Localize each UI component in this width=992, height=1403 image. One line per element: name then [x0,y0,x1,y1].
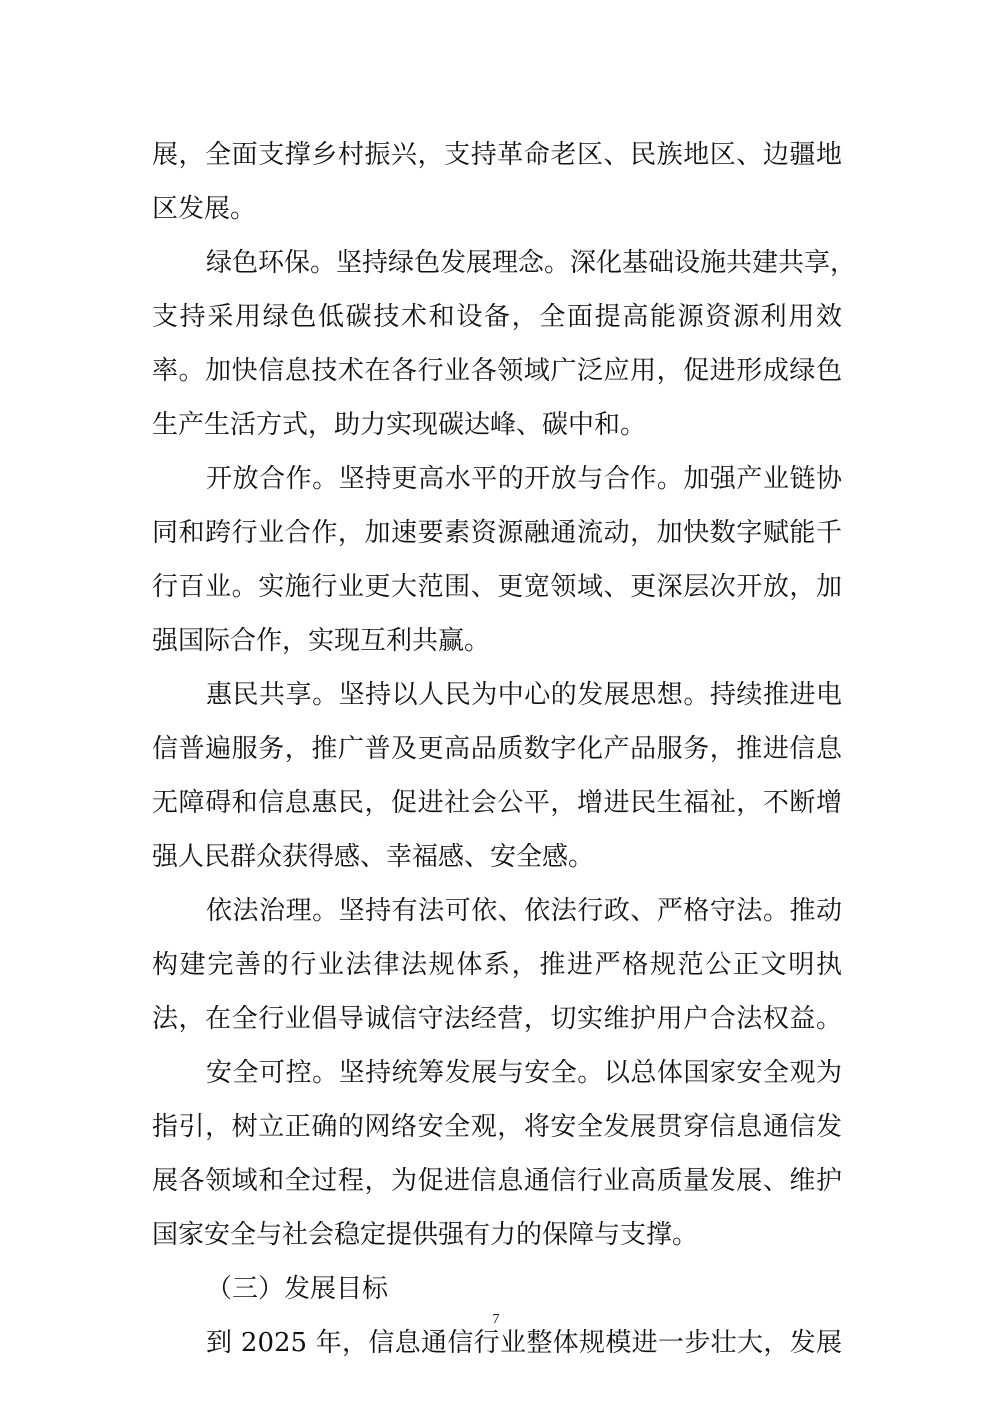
text-line: 展各领域和全过程，为促进信息通信行业高质量发展、维护 [152,1166,842,1196]
paragraph-goals: 到 2025 年，信息通信行业整体规模进一步壮大，发展 [206,1328,842,1358]
text-line: 法，在全行业倡导诚信守法经营，切实维护用户合法权益。 [152,1004,842,1034]
text-line: 同和跨行业合作，加速要素资源融通流动，加快数字赋能千 [152,518,842,548]
paragraph-security: 安全可控。坚持统筹发展与安全。以总体国家安全观为 [206,1058,842,1088]
page-number: 7 [492,1312,500,1327]
text-line: 无障碍和信息惠民，促进社会公平，增进民生福祉，不断增 [152,788,842,818]
text-line: 构建完善的行业法律法规体系，推进严格规范公正文明执 [152,950,842,980]
text-line: 强人民群众获得感、幸福感、安全感。 [152,842,595,872]
text-line: 生产生活方式，助力实现碳达峰、碳中和。 [152,410,647,440]
text-line: 行百业。实施行业更大范围、更宽领域、更深层次开放，加 [152,572,842,602]
document-body [152,128,857,1370]
paragraph-benefit-sharing: 惠民共享。坚持以人民为中心的发展思想。持续推进电 [206,680,842,710]
text-line: 支持采用绿色低碳技术和设备，全面提高能源资源利用效 [152,302,842,332]
text-line: 率。加快信息技术在各行业各领域广泛应用，促进形成绿色 [152,356,842,386]
text-line: 展，全面支撑乡村振兴，支持革命老区、民族地区、边疆地 [152,140,842,170]
paragraph-rule-of-law: 依法治理。坚持有法可依、依法行政、严格守法。推动 [206,896,842,926]
section-heading: （三）发展目标 [206,1274,389,1304]
paragraph-green-environment: 绿色环保。坚持绿色发展理念。深化基础设施共建共享， [206,248,857,278]
text-line: 强国际合作，实现互利共赢。 [152,626,491,656]
text-line: 国家安全与社会稳定提供强有力的保障与支撑。 [152,1220,699,1250]
text-line: 区发展。 [152,194,257,224]
text-line: 指引，树立正确的网络安全观，将安全发展贯穿信息通信发 [152,1112,842,1142]
paragraph-open-cooperation: 开放合作。坚持更高水平的开放与合作。加强产业链协 [206,464,842,494]
text-line: 信普遍服务，推广普及更高品质数字化产品服务，推进信息 [152,734,842,764]
